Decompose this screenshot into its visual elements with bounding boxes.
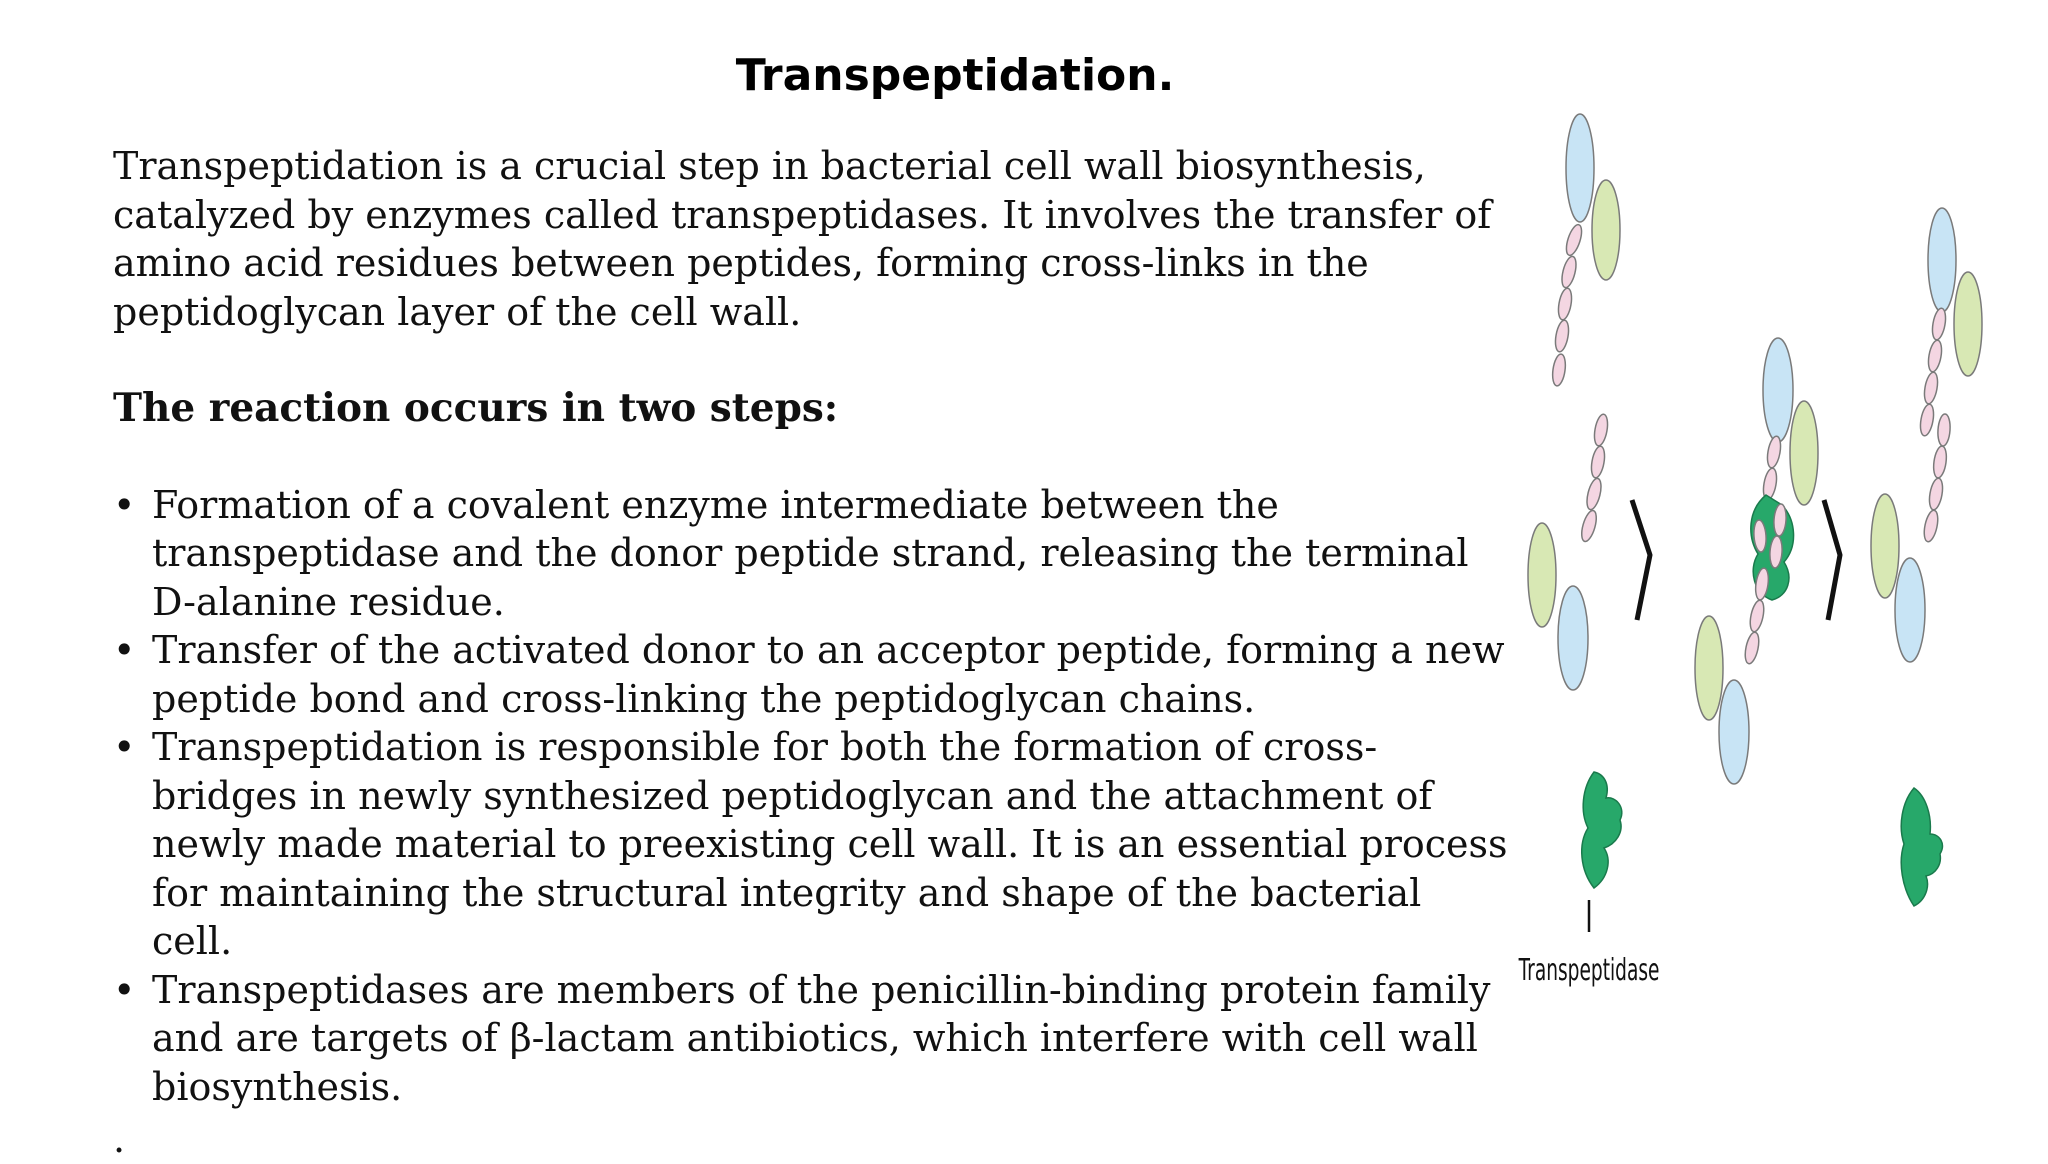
sugar-nag [1871, 494, 1899, 598]
bullet-marker: • [113, 628, 136, 672]
peptide-residue [1553, 319, 1570, 353]
sugar-nag [1790, 401, 1818, 505]
peptide-residue [1589, 445, 1606, 479]
peptide-residue [1926, 339, 1943, 373]
sugar-nam [1928, 208, 1956, 312]
bullet-marker: • [113, 967, 136, 1012]
peptide-residue [1765, 435, 1782, 469]
bullet-item [113, 966, 1513, 1112]
enzyme-free [1582, 772, 1622, 888]
peptide-residue [1930, 307, 1947, 341]
peptide-residue [1551, 353, 1567, 386]
bullet-text: Formation of a covalent enzyme intermediate between the transpeptidase and the donor peptide strand, releasing the terminal D-alanine residue. [152, 482, 1469, 624]
before-strands [1528, 114, 1620, 690]
peptide-residue [1918, 403, 1935, 437]
enzyme-released [1901, 788, 1942, 906]
intro-paragraph: Transpeptidation is a crucial step in bacterial cell wall biosynthesis, catalyzed by enzymes called transpeptidases. It involves the transfer of amino acid residues between peptides, forming cross-links in the peptidoglycan layer of the cell wall. [113, 144, 1492, 334]
reaction-arrow-1 [1632, 500, 1650, 620]
after-strands [1871, 208, 1982, 662]
bullet-item [113, 481, 1513, 627]
sugar-nag [1528, 523, 1556, 627]
bullet-list [113, 481, 1513, 1112]
peptide-residue [1922, 371, 1939, 405]
sugar-nag [1954, 272, 1982, 376]
bullet-text: Transpeptidases are members of the penicillin-binding protein family and are targets of β-lactam antibiotics, which interfere with cell wall biosynthesis. [152, 967, 1491, 1109]
peptide-residue [1748, 599, 1766, 633]
sugar-nam [1566, 114, 1594, 222]
bullet-marker: • [113, 482, 136, 527]
bullet-text: Transpeptidation is responsible for both the formation of cross-bridges in newly synthesized peptidoglycan and the attachment of newly made material to preexisting cell wall. It is an essential process for maintaining the structural integrity and shape of the bacterial cell. [152, 725, 1508, 963]
peptide-residue [1584, 477, 1603, 511]
peptide-residue [1743, 631, 1761, 665]
peptide-residue [1579, 509, 1599, 543]
peptide-residue [1563, 223, 1584, 257]
peptide-residue [1927, 477, 1944, 511]
bullet-marker: • [113, 725, 136, 769]
trailing-dot: . [113, 1117, 126, 1161]
enzyme-label: Transpeptidase [1518, 952, 1660, 988]
steps-heading: The reaction occurs in two steps: [113, 385, 839, 431]
sugar-nam [1763, 338, 1793, 442]
peptide-residue [1932, 445, 1948, 478]
peptide-residue [1922, 509, 1940, 543]
bullet-text: Transfer of the activated donor to an acceptor peptide, forming a new peptide bond and cross-linking the peptidoglycan chains. [152, 628, 1505, 721]
reaction-arrow-2 [1824, 500, 1840, 620]
peptide-residue [1761, 467, 1778, 501]
peptide-residue [1556, 287, 1573, 321]
peptide-residue [1559, 255, 1578, 289]
page-title: Transpeptidation. [735, 50, 1175, 101]
sugar-nam [1719, 680, 1749, 784]
sugar-nam [1895, 558, 1925, 662]
bullet-item [113, 723, 1513, 966]
sugar-nag [1695, 616, 1723, 720]
peptide-residue [1937, 414, 1951, 447]
sugar-nag [1592, 180, 1620, 280]
transpeptidation-diagram [1512, 100, 2004, 1020]
peptide-residue [1592, 413, 1609, 447]
sugar-nam [1558, 586, 1588, 690]
body-text [113, 142, 1513, 1164]
bullet-item [113, 626, 1513, 723]
intermediate-complex [1695, 338, 1818, 784]
